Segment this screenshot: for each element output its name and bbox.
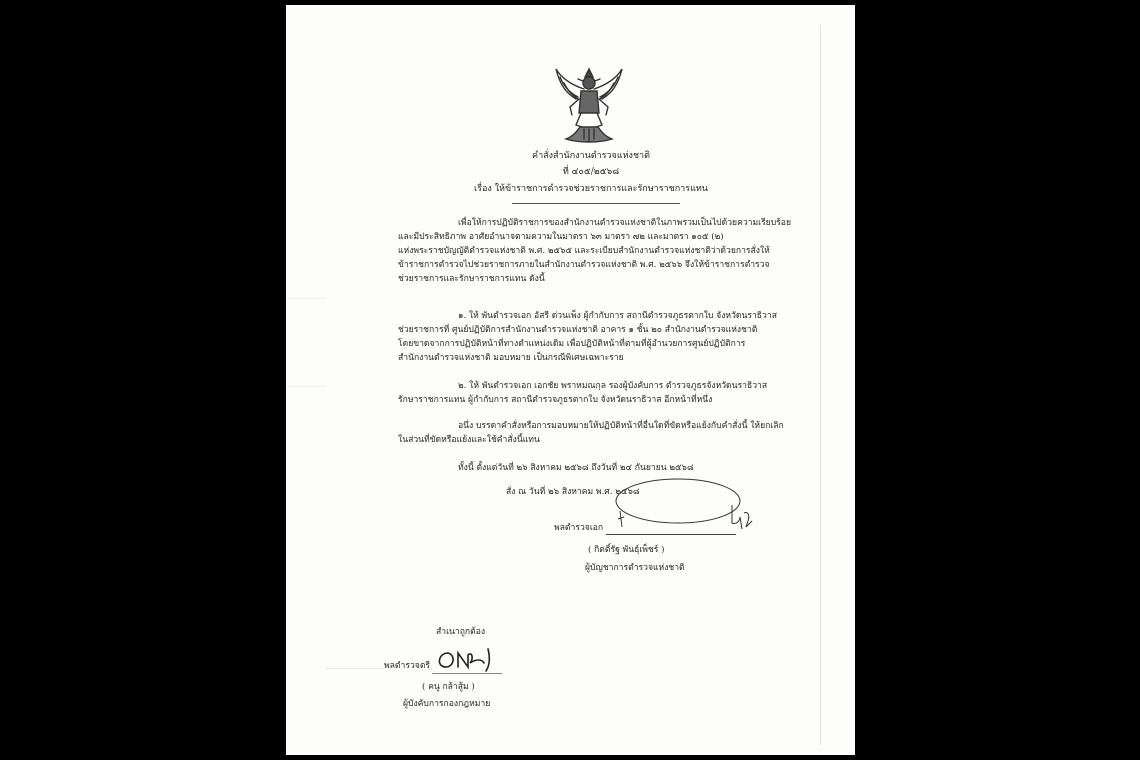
item-2-paragraph — [398, 379, 793, 407]
signature-mark — [616, 475, 766, 535]
certifier-signature-line — [432, 673, 502, 674]
signer-title: ผู้บัญชาการตำรวจแห่งชาติ — [585, 563, 685, 573]
effective-period: ทั้งนี้ ตั้งแต่วันที่ ๒๖ สิงหาคม ๒๕๖๘ ถึงวันที่ ๒๔ กันยายน ๒๕๖๘ — [458, 463, 694, 473]
signature-mark — [434, 645, 504, 675]
page-edge-line — [820, 25, 821, 745]
text-line: แห่งพระราชบัญญัติตำรวจแห่งชาติ พ.ศ. ๒๕๖๕ และระเบียบสำนักงานตำรวจแห่งชาติว่าด้วยการสั่งให้ — [398, 246, 770, 256]
certifier-name: ( คนู กล้าสู้ม ) — [422, 682, 475, 692]
document-page — [286, 5, 855, 755]
signer-name: ( กิตติ์รัฐ พันธุ์เพ็ชร์ ) — [588, 545, 665, 555]
order-subject: เรื่อง ให้ข้าราชการตำรวจช่วยราชการและรักษาราชการแทน — [474, 184, 708, 194]
header-divider — [512, 203, 680, 204]
order-title: คำสั่งสำนักงานตำรวจแห่งชาติ — [532, 151, 650, 161]
scan-artifact-line — [286, 298, 326, 299]
garuda-emblem-icon — [554, 63, 624, 145]
certifier-title: ผู้บังคับการกองกฎหมาย — [403, 699, 491, 709]
text-line: ๒. ให้ พันตำรวจเอก เอกชัย พราหมณกุล รองผู้บังคับการ ตำรวจภูธรจังหวัดนราธิวาส — [458, 381, 768, 391]
text-line: รักษาราชการแทน ผู้กำกับการ สถานีตำรวจภูธรตากใบ จังหวัดนราธิวาส อีกหน้าที่หนึ่ง — [398, 395, 713, 405]
signer-rank: พลตำรวจเอก — [554, 523, 604, 533]
order-number: ที่ ๔๐๕/๒๕๖๘ — [562, 167, 620, 177]
preamble-paragraph — [398, 216, 793, 286]
text-line: เพื่อให้การปฏิบัติราชการของสำนักงานตำรวจแห่งชาติในภาพรวมเป็นไปด้วยความเรียบร้อย — [458, 218, 791, 228]
ordered-date: สั่ง ณ วันที่ ๒๖ สิงหาคม พ.ศ. ๒๕๖๘ — [506, 487, 640, 497]
text-line: ช่วยราชการที่ ศูนย์ปฏิบัติการสำนักงานตำรวจแห่งชาติ อาคาร ๑ ชั้น ๒๐ สำนักงานตำรวจแห่งชาติ — [398, 325, 758, 335]
scan-artifact-line — [286, 386, 326, 387]
text-line: ช่วยราชการและรักษาราชการแทน ดังนี้ — [398, 274, 545, 284]
text-line: ในส่วนที่ขัดหรือแย้งและใช้คำสั่งนี้แทน — [398, 435, 540, 445]
text-line: อนึ่ง บรรดาคำสั่งหรือการมอบหมายให้ปฏิบัติหน้าที่อื่นใดที่ขัดหรือแย้งกับคำสั่งนี้ ให้ยกเลิก — [458, 421, 784, 431]
signature-line — [606, 534, 736, 535]
text-line: ข้าราชการตำรวจไปช่วยราชการภายในสำนักงานตำรวจแห่งชาติ พ.ศ. ๒๕๖๖ จึงให้ข้าราชการตำรวจ — [398, 260, 770, 270]
text-line: สำนักงานตำรวจแห่งชาติ มอบหมาย เป็นกรณีพิเศษเฉพาะราย — [398, 353, 624, 363]
item-1-paragraph — [398, 309, 793, 365]
supersede-clause — [398, 419, 793, 447]
text-line: โดยขาดจากการปฏิบัติหน้าที่ทางตำแหน่งเดิม เพื่อปฏิบัติหน้าที่ตามที่ผู้อำนวยการศูนย์ปฏิบัติการ — [398, 339, 746, 349]
certified-copy-label: สำเนาถูกต้อง — [436, 627, 486, 637]
scan-artifact-line — [326, 668, 386, 669]
certifier-rank: พลตำรวจตรี — [384, 661, 431, 671]
text-line: และมีประสิทธิภาพ อาศัยอำนาจตามความในมาตรา ๖๓ มาตรา ๗๒ และมาตรา ๑๐๕ (๒) — [398, 232, 724, 242]
text-line: ๑. ให้ พันตำรวจเอก อัสรี ด่วนเพ็ง ผู้กำกับการ สถานีตำรวจภูธรตากใบ จังหวัดนราธิวาส — [458, 311, 777, 321]
